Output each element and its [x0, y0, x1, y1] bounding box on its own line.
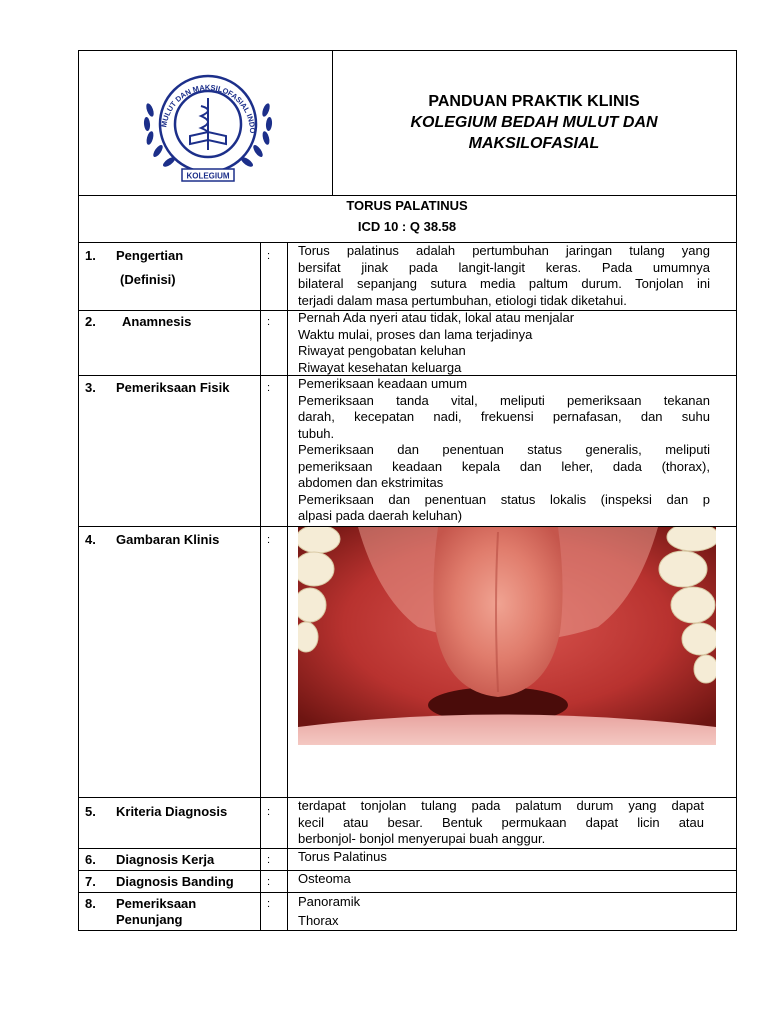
- text-line: terjadi dalam masa pertumbuhan, etiologi tidak diketahui.: [298, 292, 627, 308]
- row-number: 6.: [85, 852, 96, 867]
- icd-code: ICD 10 : Q 38.58: [357, 219, 457, 234]
- row-colon: :: [267, 382, 271, 394]
- row-number: 1.: [85, 248, 96, 263]
- text-line: pemeriksaan keadaan kepala dan leher, dada (thorax),: [298, 458, 710, 474]
- logo-bottom-text: KOLEGIUM: [186, 171, 230, 181]
- row-number: 7.: [85, 874, 96, 889]
- clinical-photo: [298, 527, 716, 745]
- text-line: bilateral sepanjang sutura media paltum durum. Tonjolan ini: [298, 276, 710, 291]
- working-diagnosis-text: [298, 849, 710, 866]
- svg-text:BEDAH MULUT DAN MAKSILOFASIAL: [138, 58, 257, 134]
- anamnesis-text: [298, 310, 710, 376]
- text-line: berbonjol- bonjol menyerupai buah anggur.: [298, 831, 546, 846]
- column-rule-label: [260, 242, 261, 931]
- row-label-sub: Penunjang: [116, 912, 183, 927]
- row-number: 3.: [85, 380, 96, 395]
- text-line: Panoramik: [298, 894, 361, 909]
- text-line: Pemeriksaan dan penentuan status generalis, meliputi: [298, 442, 710, 457]
- text-line: Pemeriksaan keadaan umum: [298, 376, 468, 391]
- text-line: alpasi pada daerah keluhan): [298, 508, 463, 523]
- kolegium-logo: [138, 58, 278, 186]
- table-border-right: [736, 50, 737, 931]
- table-border-top: [78, 50, 737, 51]
- table-border-left: [78, 50, 79, 931]
- row-label-sub: (Definisi): [120, 272, 176, 287]
- text-line: Torus Palatinus: [298, 849, 387, 864]
- palate-illustration: [298, 527, 716, 745]
- text-line: Pemeriksaan dan penentuan status lokalis (inspeksi dan p: [298, 491, 710, 507]
- row-label: Pemeriksaan: [116, 896, 197, 911]
- text-line: Riwayat kesehatan keluarga: [298, 359, 462, 375]
- text-line: Pemeriksaan tanda vital, meliputi pemeriksaan tekanan: [298, 392, 710, 408]
- supporting-exam-text: [298, 892, 710, 930]
- row-label: Gambaran Klinis: [116, 532, 220, 547]
- row-label: Pemeriksaan Fisik: [116, 380, 230, 395]
- row-colon: :: [267, 876, 271, 888]
- table-border-bottom: [78, 930, 737, 931]
- diagnosis-criteria-text: [298, 798, 704, 848]
- row-label: Diagnosis Kerja: [116, 852, 215, 867]
- text-line: Thorax: [298, 913, 339, 928]
- kolegium-emblem: [138, 58, 278, 186]
- text-line: Torus palatinus adalah pertumbuhan jaringan tulang yang: [298, 243, 710, 258]
- header-bottom-rule: [78, 195, 737, 196]
- row-label: Anamnesis: [122, 314, 192, 329]
- row-number: 2.: [85, 314, 96, 329]
- text-line: Osteoma: [298, 871, 351, 886]
- logo-ring-text: MULUT DAN MAKSILOFASIAL INDO: [159, 82, 258, 134]
- row-colon: :: [267, 806, 271, 818]
- row-colon: :: [267, 316, 271, 328]
- physical-exam-text: [298, 376, 710, 525]
- text-line: kecil atau besar. Bentuk permukaan dapat licin atau: [298, 814, 704, 830]
- doc-title: PANDUAN PRAKTIK KLINIS: [428, 93, 640, 110]
- text-line: darah, kecepatan nadi, frekuensi pernafasan, dan suhu: [298, 409, 710, 424]
- row-colon: :: [267, 854, 271, 866]
- disease-name: TORUS PALATINUS: [346, 198, 468, 213]
- row-number: 8.: [85, 896, 96, 911]
- differential-diagnosis-text: [298, 871, 710, 888]
- text-line: Pernah Ada nyeri atau tidak, lokal atau menjalar: [298, 310, 575, 325]
- doc-subtitle: [332, 112, 736, 154]
- doc-subtitle-line2: MAKSILOFASIAL: [468, 135, 600, 152]
- text-line: tubuh.: [298, 425, 335, 441]
- row-number: 4.: [85, 532, 96, 547]
- row-colon: :: [267, 534, 271, 546]
- text-line: Riwayat pengobatan keluhan: [298, 343, 466, 358]
- text-line: terdapat tonjolan tulang pada palatum durum yang dapat: [298, 798, 704, 813]
- row-label: Diagnosis Banding: [116, 874, 234, 889]
- row-number: 5.: [85, 804, 96, 819]
- doc-subtitle-line1: KOLEGIUM BEDAH MULUT DAN: [410, 114, 658, 131]
- text-line: Waktu mulai, proses dan lama terjadinya: [298, 326, 533, 342]
- column-rule-colon: [287, 242, 288, 931]
- text-line: abdomen dan ekstrimitas: [298, 475, 444, 490]
- row-colon: :: [267, 250, 271, 262]
- row-colon: :: [267, 898, 271, 910]
- text-line: bersifat jinak pada langit-langit keras. Pada umumnya: [298, 259, 710, 275]
- row-label: Kriteria Diagnosis: [116, 804, 228, 819]
- row-label: Pengertian: [116, 248, 184, 263]
- definition-text: [298, 243, 710, 309]
